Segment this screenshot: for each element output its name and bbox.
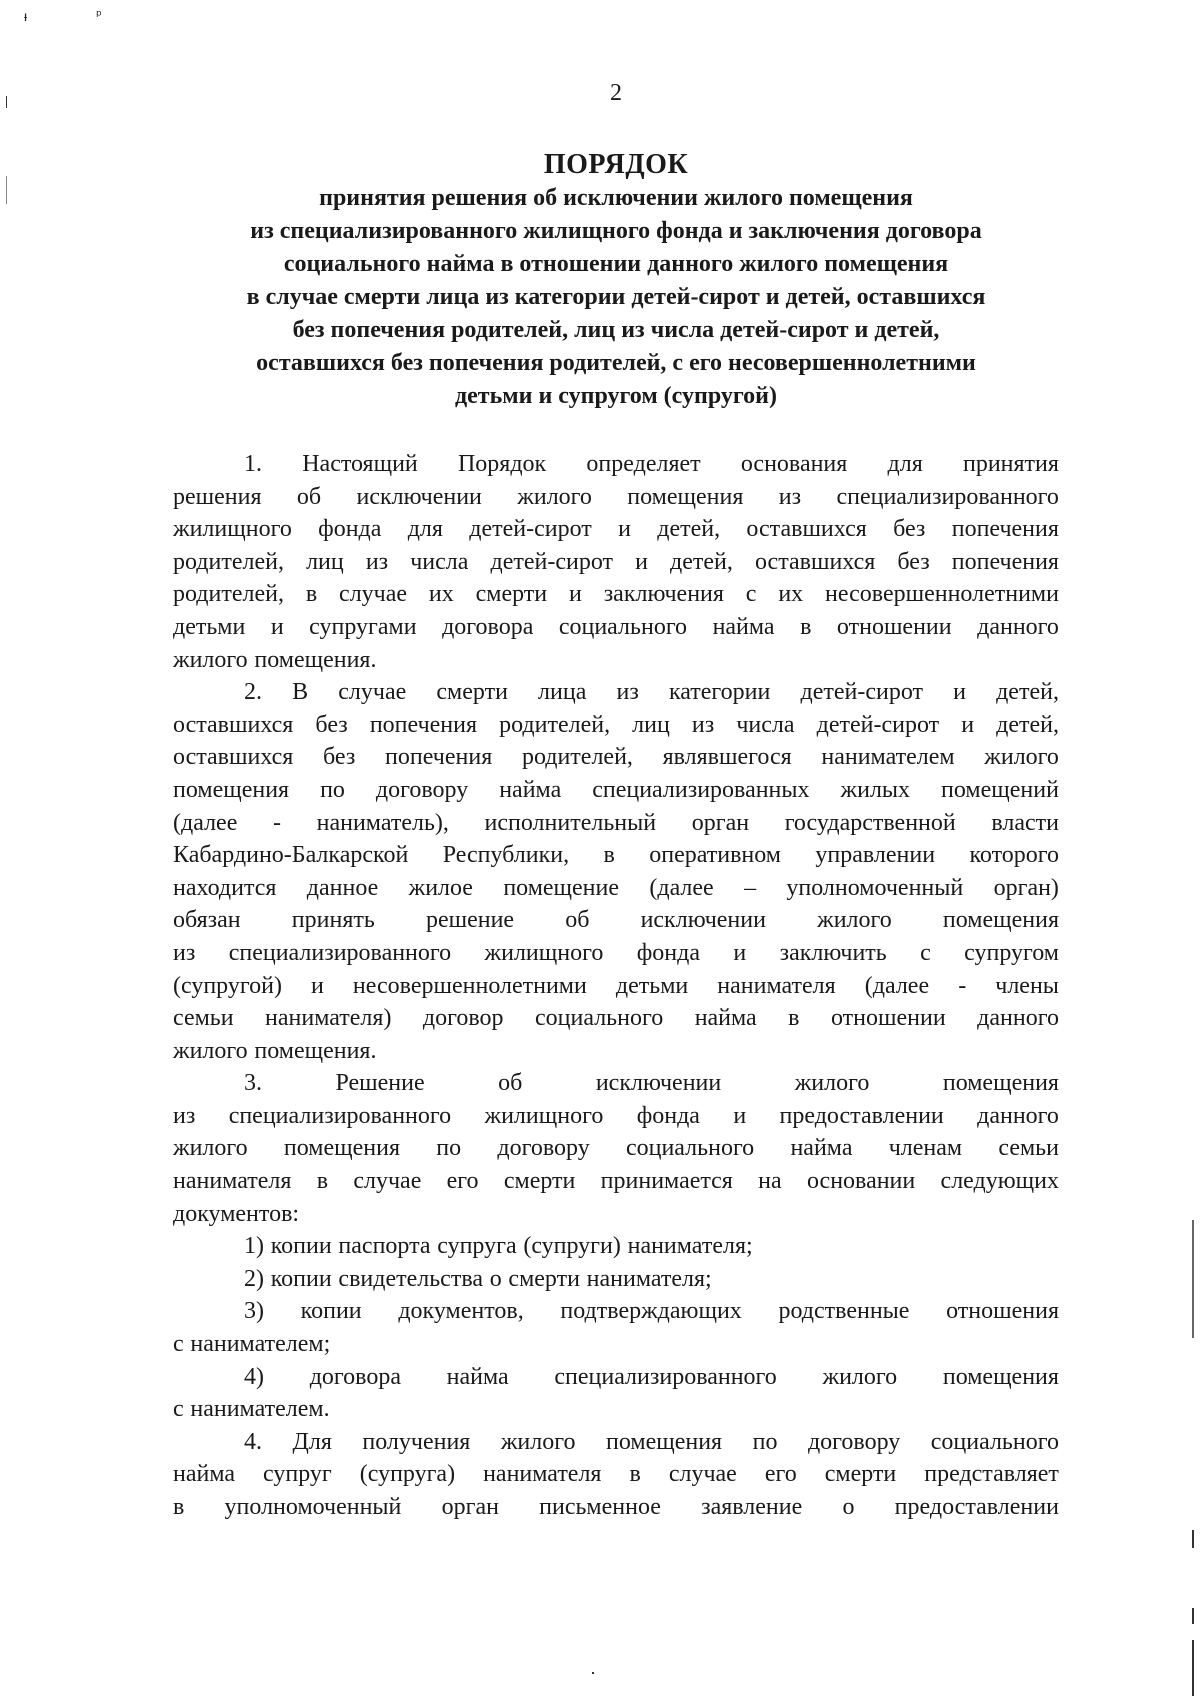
paragraph-line: помещения по договору найма специализированных жилых помещений bbox=[173, 776, 1059, 803]
paragraph-line: жилого помещения. bbox=[173, 646, 377, 673]
scan-artifact-line bbox=[1192, 1608, 1194, 1624]
paragraph-line: нанимателя в случае его смерти принимается на основании следующих bbox=[173, 1168, 1059, 1195]
scan-artifact-line bbox=[1192, 1220, 1194, 1338]
paragraph-line: 1) копии паспорта супруга (супруги) нанимателя; bbox=[244, 1233, 753, 1260]
paragraph-line: жилищного фонда для детей-сирот и детей, оставшихся без попечения bbox=[173, 516, 1059, 543]
heading-line: детьми и супругом (супругой) bbox=[455, 383, 777, 409]
paragraph-line: 3. Решение об исключении жилого помещения bbox=[244, 1070, 1059, 1097]
heading-line: оставшихся без попечения родителей, с его несовершеннолетними bbox=[256, 350, 976, 376]
paragraph-line: (далее - наниматель), исполнительный орган государственной власти bbox=[173, 809, 1059, 836]
heading-line: без попечения родителей, лиц из числа детей-сирот и детей, bbox=[292, 317, 940, 343]
paragraph-line: в уполномоченный орган письменное заявление о предоставлении bbox=[173, 1494, 1059, 1520]
paragraph-line: 3) копии документов, подтверждающих родственные отношения bbox=[244, 1298, 1059, 1325]
paragraph-line: жилого помещения. bbox=[173, 1037, 377, 1064]
heading-line: принятия решения об исключении жилого помещения bbox=[319, 185, 913, 211]
heading-line: из специализированного жилищного фонда и заключения договора bbox=[250, 218, 982, 244]
paragraph-line: родителей, в случае их смерти и заключения с их несовершеннолетними bbox=[173, 581, 1059, 608]
paragraph-line: оставшихся без попечения родителей, являвшегося нанимателем жилого bbox=[173, 744, 1059, 771]
paragraph-line: Кабардино-Балкарской Республики, в оперативном управлении которого bbox=[173, 842, 1059, 869]
paragraph-line: 2. В случае смерти лица из категории детей-сирот и детей, bbox=[244, 679, 1059, 706]
paragraph-line: детьми и супругами договора социального найма в отношении данного bbox=[173, 613, 1059, 640]
heading-line: социального найма в отношении данного жилого помещения bbox=[283, 251, 949, 277]
document-title: ПОРЯДОК bbox=[543, 149, 689, 180]
scan-artifact-line bbox=[1192, 1530, 1194, 1548]
paragraph-line: семьи нанимателя) договор социального найма в отношении данного bbox=[173, 1005, 1059, 1032]
paragraph-line: 1. Настоящий Порядок определяет основания для принятия bbox=[244, 451, 1059, 477]
paragraph-line: документов: bbox=[173, 1200, 300, 1227]
paragraph-line: с нанимателем; bbox=[173, 1331, 331, 1358]
paragraph-line: находится данное жилое помещение (далее – уполномоченный орган) bbox=[173, 874, 1059, 901]
paragraph-line: обязан принять решение об исключении жилого помещения bbox=[173, 907, 1059, 934]
scan-artifact-line bbox=[1192, 1640, 1194, 1696]
paragraph-line: 4. Для получения жилого помещения по договору социального bbox=[244, 1428, 1059, 1455]
page-number: 2 bbox=[610, 80, 622, 106]
document-body bbox=[173, 448, 1059, 1524]
paragraph-line: найма супруг (супруга) нанимателя в случае его смерти представляет bbox=[173, 1461, 1059, 1488]
paragraph-line: оставшихся без попечения родителей, лиц из числа детей-сирот и детей, bbox=[173, 711, 1059, 738]
paragraph-line: решения об исключении жилого помещения из специализированного bbox=[173, 483, 1059, 510]
paragraph-line: 2) копии свидетельства о смерти нанимателя; bbox=[244, 1265, 712, 1292]
paragraph-line: родителей, лиц из числа детей-сирот и детей, оставшихся без попечения bbox=[173, 548, 1059, 575]
paragraph-line: из специализированного жилищного фонда и заключить с супругом bbox=[173, 939, 1059, 966]
paragraph-line: из специализированного жилищного фонда и предоставлении данного bbox=[173, 1102, 1059, 1129]
heading-line: в случае смерти лица из категории детей-сирот и детей, оставшихся bbox=[246, 284, 986, 310]
document-heading bbox=[170, 148, 1062, 413]
scan-artifact-mark: ᵼ bbox=[24, 9, 28, 25]
scan-artifact-mark: ᵖ bbox=[96, 8, 102, 24]
paragraph-line: жилого помещения по договору социального найма членам семьи bbox=[173, 1135, 1059, 1162]
heading-subtitle bbox=[170, 182, 1062, 413]
paragraph-line: 4) договора найма специализированного жилого помещения bbox=[244, 1363, 1059, 1390]
paragraph-line: с нанимателем. bbox=[173, 1396, 330, 1423]
scan-artifact-dot bbox=[592, 1672, 594, 1674]
scan-artifact-line bbox=[6, 176, 7, 204]
paragraph-line: (супругой) и несовершеннолетними детьми нанимателя (далее - члены bbox=[173, 972, 1059, 999]
